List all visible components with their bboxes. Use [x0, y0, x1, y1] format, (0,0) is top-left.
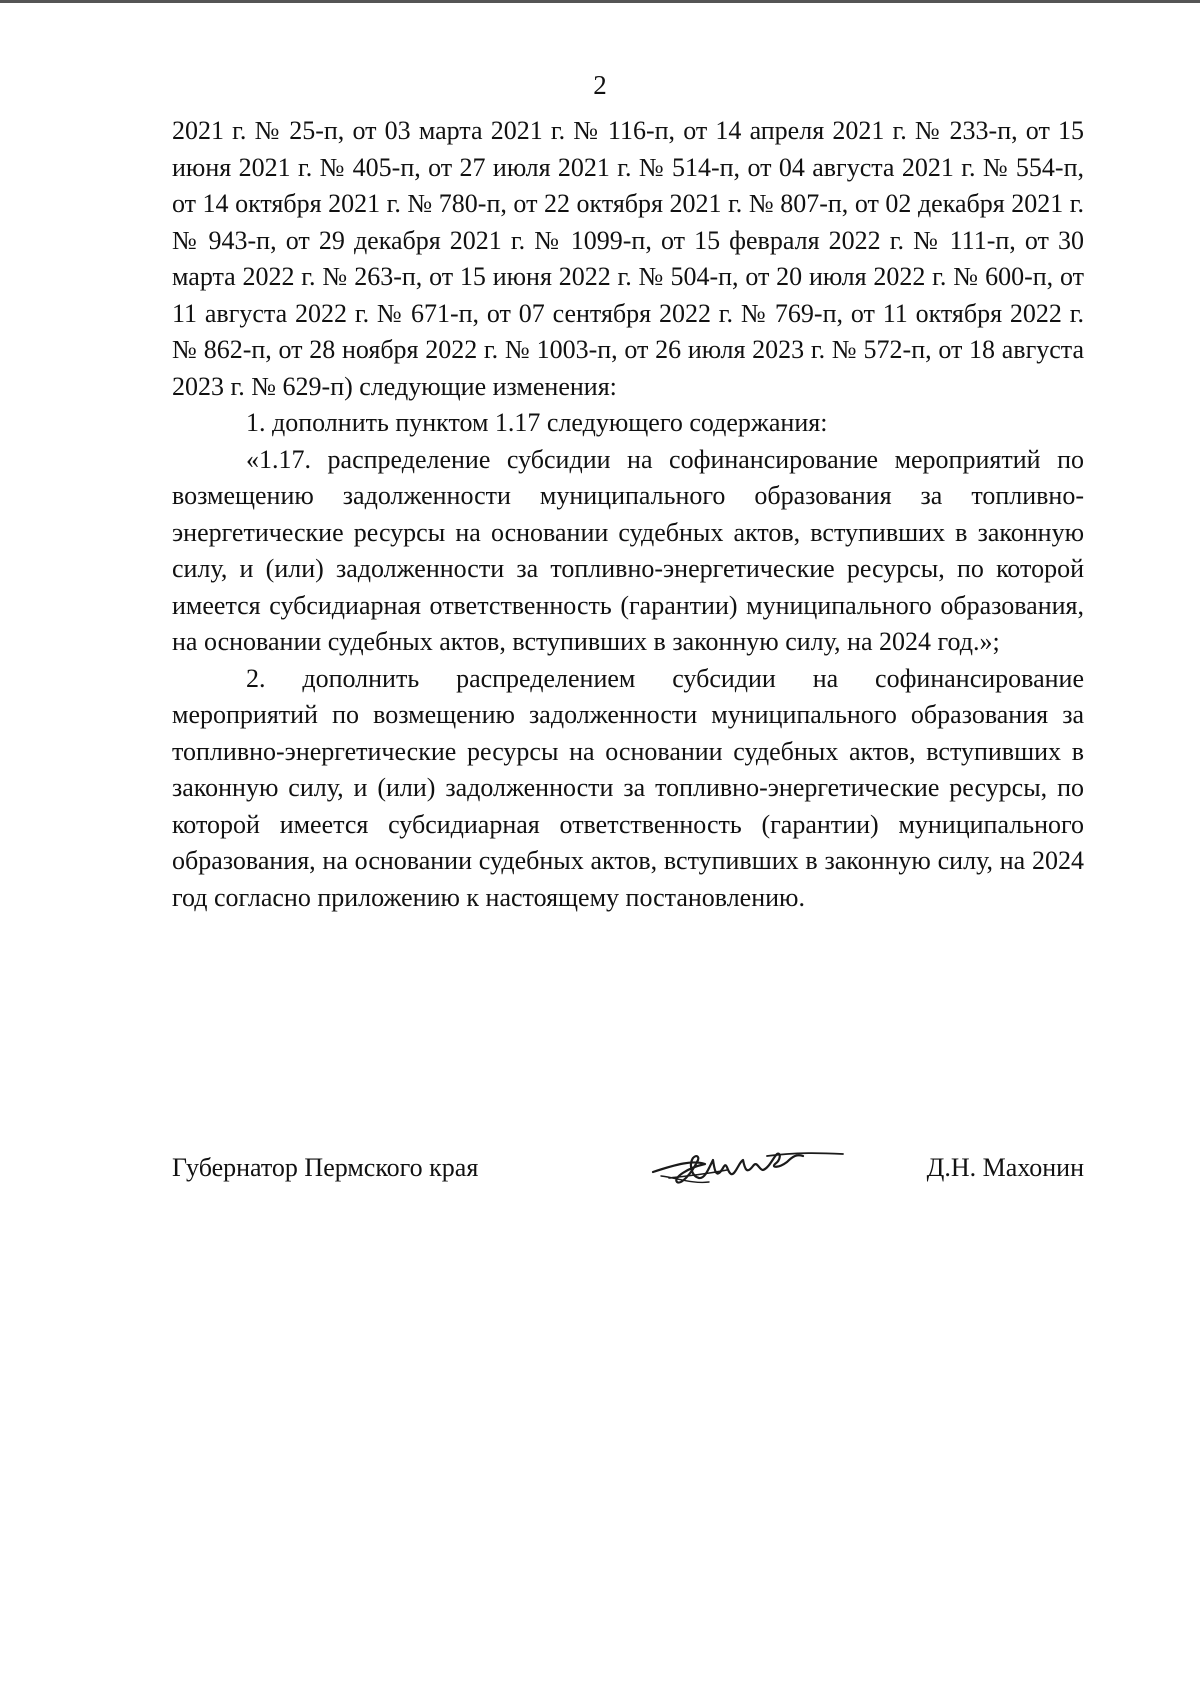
signature-block [172, 1150, 1084, 1200]
signer-name: Д.Н. Махонин [926, 1153, 1084, 1182]
scan-edge-line [0, 0, 1200, 3]
paragraph-amendment-list: 2021 г. № 25-п, от 03 марта 2021 г. № 116-п, от 14 апреля 2021 г. № 233-п, от 15 июня 2021 г. № 405-п, от 27 июля 2021 г. № 514-п, от 04 августа 2021 г. № 554-п, от 14 октября 2021 г. № 780-п, от 22 октября 2021 г. № 807-п, от 02 декабря 2021 г. № 943-п, от 29 декабря 2021 г. № 1099-п, от 15 февраля 2022 г. № 111-п, от 30 марта 2022 г. № 263-п, от 15 июня 2022 г. № 504-п, от 20 июля 2022 г. № 600-п, от 11 августа 2022 г. № 671-п, от 07 сентября 2022 г. № 769-п, от 11 октября 2022 г. № 862-п, от 28 ноября 2022 г. № 1003-п, от 26 июля 2023 г. № 572-п, от 18 августа 2023 г. № 629-п) следующие изменения: [172, 116, 1084, 401]
paragraph-item-1-17: «1.17. распределение субсидии на софинансирование мероприятий по возмещению задолженности муниципального образования за топливно-энергетические ресурсы на основании судебных актов, вступивших в законную силу, и (или) задолженности за топливно-энергетические ресурсы, по которой имеется субсидиарная ответственность (гарантии) муниципального образования, на основании судебных актов, вступивших в законную силу, на 2024 год.»; [172, 444, 1084, 656]
page-number: 2 [593, 70, 607, 100]
document-body [172, 113, 1084, 916]
signer-title: Губернатор Пермского края [172, 1153, 479, 1182]
paragraph-item-1: 1. дополнить пунктом 1.17 следующего содержания: [246, 408, 828, 437]
handwritten-signature [647, 1138, 847, 1190]
paragraph-item-2: 2. дополнить распределением субсидии на софинансирование мероприятий по возмещению задолженности муниципального образования за топливно-энергетические ресурсы на основании судебных актов, вступивших в законную силу, и (или) задолженности за топливно-энергетические ресурсы, по которой имеется субсидиарная ответственность (гарантии) муниципального образования, на основании судебных актов, вступивших в законную силу, на 2024 год согласно приложению к настоящему постановлению. [172, 663, 1084, 912]
